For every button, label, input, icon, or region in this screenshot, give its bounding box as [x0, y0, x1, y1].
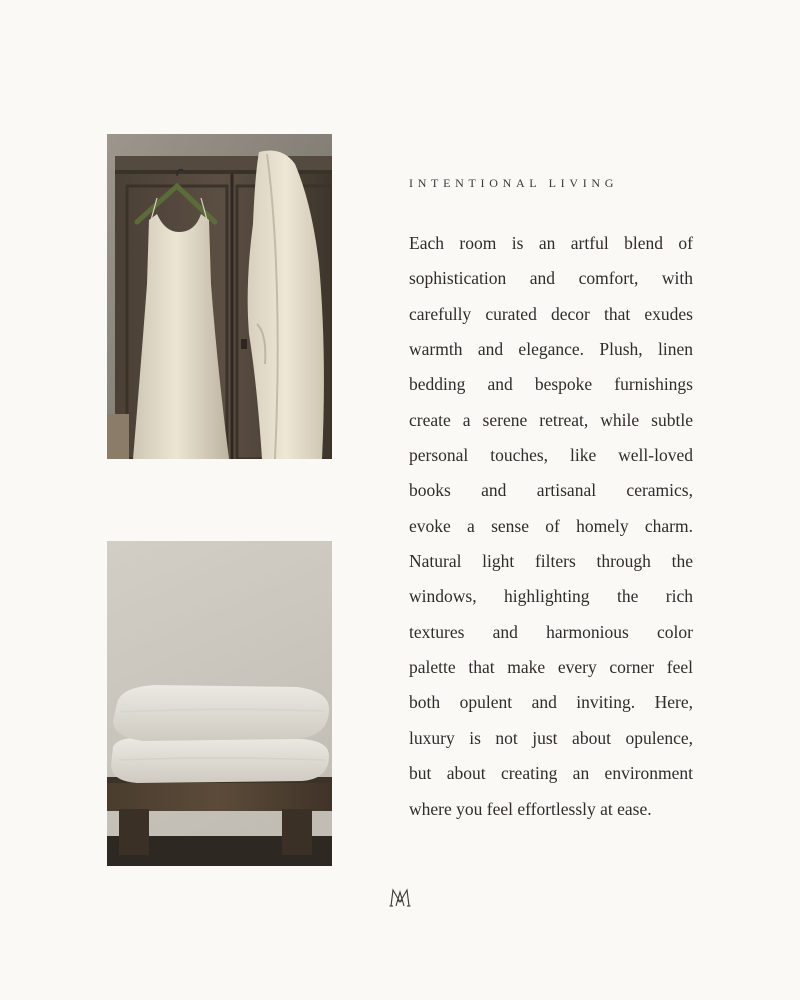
body-line: warmth and elegance. Plush, linen [409, 339, 693, 360]
body-line: books and artisanal ceramics, [409, 480, 693, 501]
body-paragraph [409, 226, 693, 827]
body-line: palette that make every corner feel [409, 657, 693, 678]
wardrobe-photo [107, 134, 332, 459]
section-eyebrow: INTENTIONAL LIVING [409, 176, 619, 190]
body-line: Natural light filters through the [409, 551, 693, 572]
body-line: but about creating an environment [409, 763, 693, 784]
pillows-photo [107, 541, 332, 866]
body-line: textures and harmonious color [409, 621, 693, 642]
body-line: personal touches, like well-loved [409, 445, 693, 466]
body-line: Each room is an artful blend of [409, 233, 693, 253]
body-line: sophistication and comfort, with [409, 268, 693, 289]
body-line: where you feel effortlessly at ease. [409, 798, 652, 819]
body-line: both opulent and inviting. Here, [409, 692, 693, 713]
body-line: create a serene retreat, while subtle [409, 409, 693, 430]
monogram-logo-icon [388, 886, 412, 910]
body-line: carefully curated decor that exudes [409, 303, 693, 324]
body-line: luxury is not just about opulence, [409, 727, 693, 748]
body-line: bedding and bespoke furnishings [409, 374, 693, 395]
body-line: evoke a sense of homely charm. [409, 515, 693, 536]
body-line: windows, highlighting the rich [409, 586, 693, 607]
